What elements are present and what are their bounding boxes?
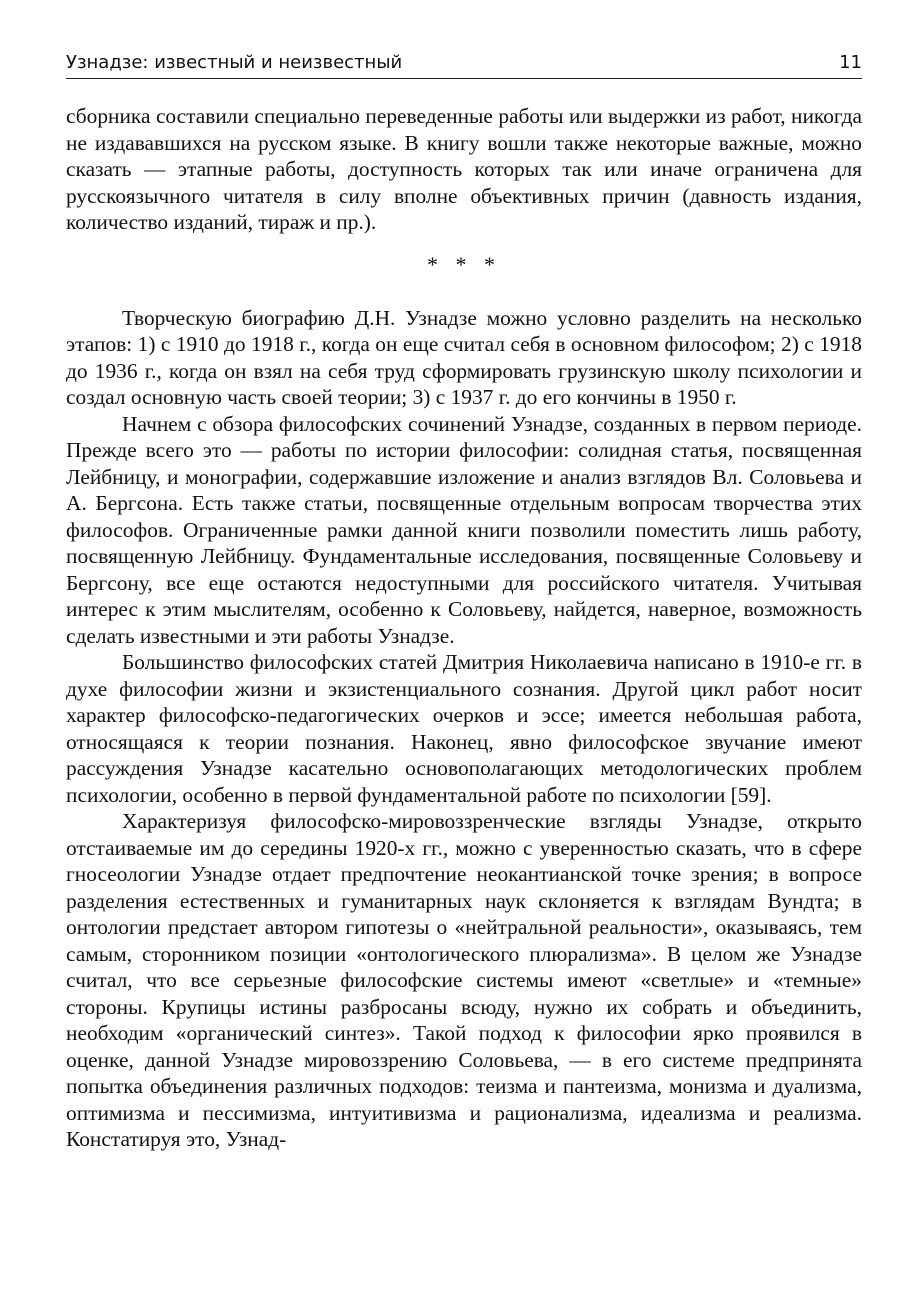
paragraph-continued: сборника составили специально переведенные работы или выдержки из работ, никогда не издававшихся на русском языке. В книгу вошли также некоторые важные, можно сказать — этапные работы, доступность которых так или иначе ограничена для русскоязычного читателя в силу вполне объективных причин (давность издания, количество изданий, тираж и пр.). (66, 104, 862, 234)
paragraph: Творческую биографию Д.Н. Узнадзе можно условно разделить на несколько этапов: 1) с 1910 до 1918 г., когда он еще считал себя в основном философом; 2) с 1918 до 1936 г., когда он взял на себя труд сформировать грузинскую школу психологии и создал основную часть своей теории; 3) с 1937 г. до его кончины в 1950 г. (66, 305, 862, 409)
section-separator: * * * (427, 251, 501, 277)
paragraph: Характеризуя философско-мировоззренческие взгляды Узнадзе, открыто отстаиваемые им до середины 1920-х гг., можно с уверенностью сказать, что в сфере гносеологии Узнадзе отдает предпочтение неокантианской точке зрения; в вопросе разделения естественных и гуманитарных наук склоняется к взглядам Вундта; в онтологии предстает автором гипотезы о «нейтральной реальности», оказываясь, тем самым, сторонником позиции «онтологического плюрализма». В целом же Узнадзе считал, что все серьезные философские системы имеют «светлые» и «темные» стороны. Крупицы истины разбросаны всюду, нужно их собрать и объединить, необходим «органический синтез». Такой подход к философии ярко проявился в оценке, данной Узнадзе мировоззрению Соловьева, — в его системе предпринята попытка объединения различных подходов: теизма и пантеизма, монизма и дуализма, оптимизма и пессимизма, интуитивизма и рационализма, идеализма и реализма. Констатируя это, Узнад- (66, 809, 862, 1151)
paragraph: Большинство философских статей Дмитрия Николаевича написано в 1910-е гг. в духе философии жизни и экзистенциального сознания. Другой цикл работ носит характер философско-педагогических очерков и эссе; имеется небольшая работа, относящаяся к теории познания. Наконец, явно философское звучание имеют рассуждения Узнадзе касательно основополагающих методологических проблем психологии, особенно в первой фундаментальной работе по психологии [59]. (66, 650, 862, 807)
body-text (66, 103, 862, 1153)
book-page (66, 52, 862, 1153)
page-number: 11 (839, 52, 862, 73)
running-title: Узнадзе: известный и неизвестный (66, 52, 403, 73)
running-header (66, 52, 862, 79)
paragraph: Начнем с обзора философских сочинений Узнадзе, созданных в первом периоде. Прежде всего это — работы по истории философии: солидная статья, посвященная Лейбницу, и монографии, содержавшие изложение и анализ взглядов Вл. Соловьева и А. Бергсона. Есть также статьи, посвященные отдельным вопросам творчества этих философов. Ограниченные рамки данной книги позволили поместить лишь работу, посвященную Лейбницу. Фундаментальные исследования, посвященные Соловьеву и Бергсону, все еще остаются недоступными для российского читателя. Учитывая интерес к этим мыслителям, особенно к Соловьеву, найдется, наверное, возможность сделать известными и эти работы Узнадзе. (66, 411, 862, 648)
